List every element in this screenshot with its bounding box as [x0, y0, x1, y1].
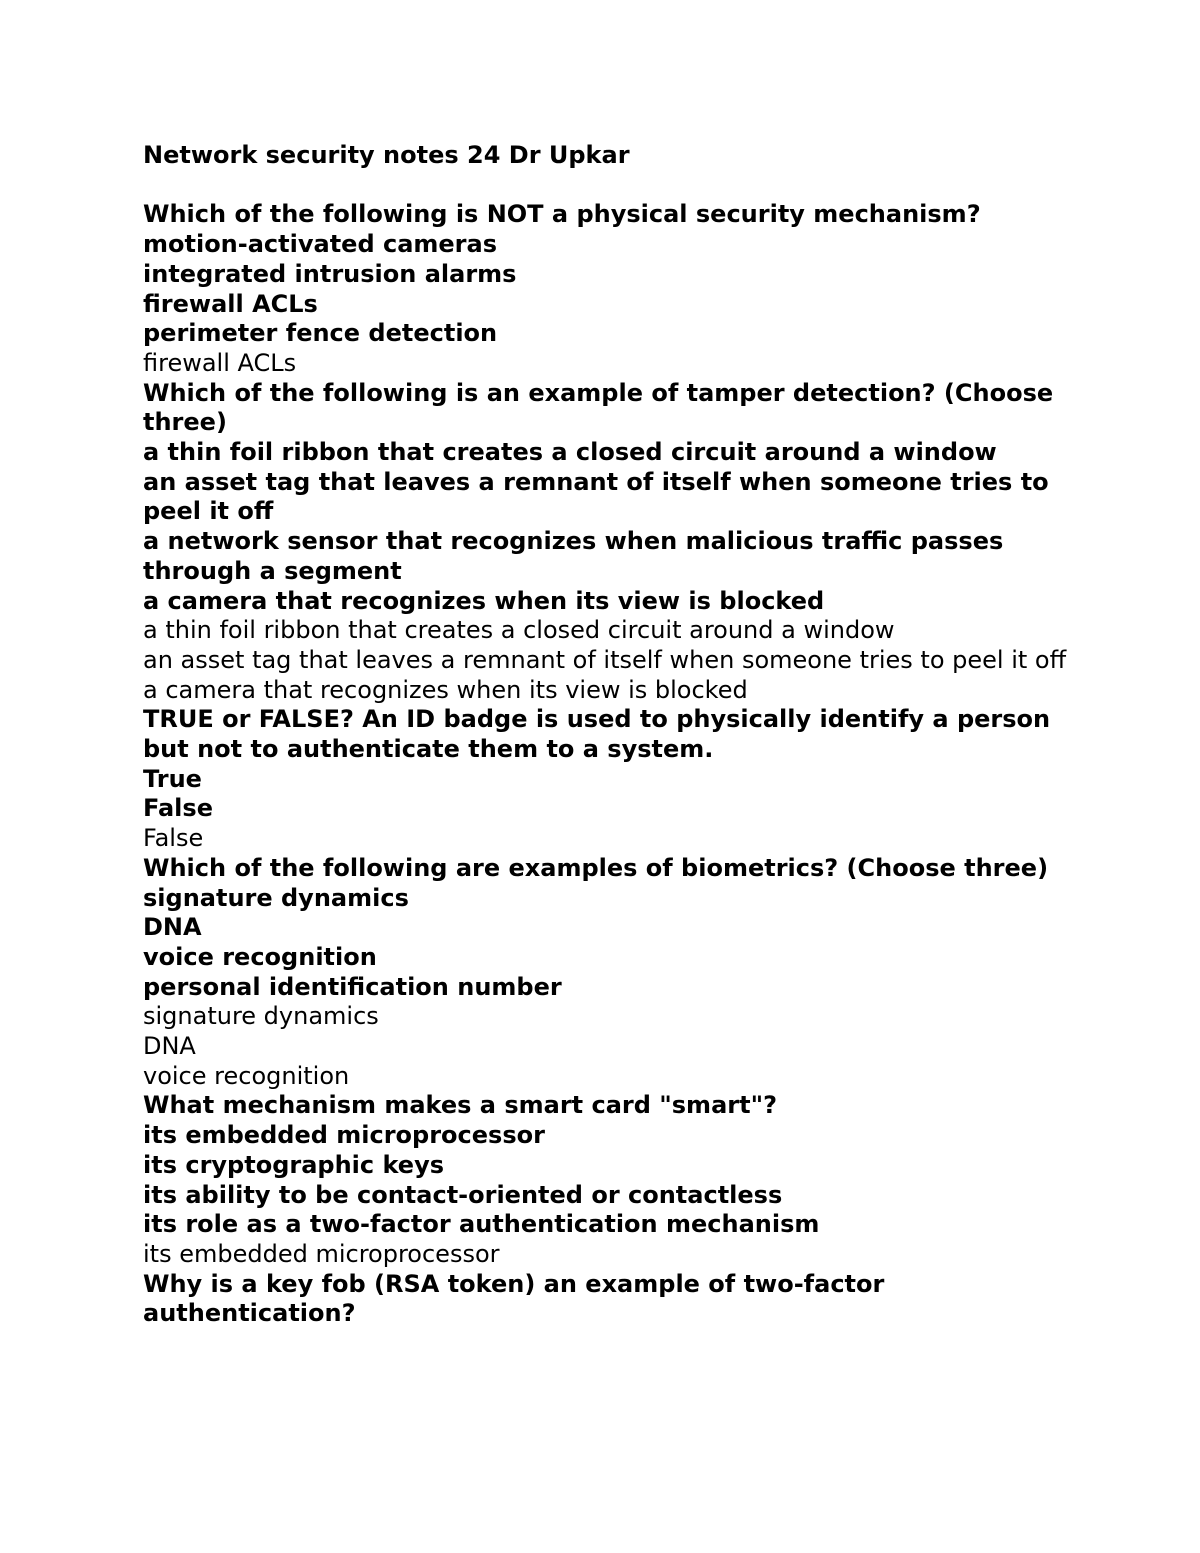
option-text: integrated intrusion alarms — [143, 259, 517, 288]
question-block — [143, 200, 1083, 378]
question-text: TRUE or FALSE? An ID badge is used to physically identify a person but not to authenticate them to a system. — [143, 705, 1051, 764]
question-block — [143, 379, 1083, 706]
question-text: Which of the following is an example of tamper detection? (Choose three) — [143, 378, 1054, 437]
option-text: voice recognition — [143, 942, 377, 971]
option-text: a camera that recognizes when its view is blocked — [143, 586, 825, 615]
question-text: What mechanism makes a smart card "smart"? — [143, 1091, 777, 1120]
option-text: personal identification number — [143, 972, 562, 1001]
answer-text: an asset tag that leaves a remnant of itself when someone tries to peel it off — [143, 645, 1067, 674]
document-title: Network security notes 24 Dr Upkar — [143, 141, 630, 169]
answer-text: voice recognition — [143, 1061, 350, 1090]
option-text: DNA — [143, 913, 202, 942]
question-text: Which of the following is NOT a physical security mechanism? — [143, 200, 981, 229]
question-block — [143, 705, 1083, 854]
answer-text: signature dynamics — [143, 1002, 379, 1031]
question-text: Why is a key fob (RSA token) an example of two-factor authentication? — [143, 1269, 885, 1328]
option-text: firewall ACLs — [143, 289, 318, 318]
answer-text: a camera that recognizes when its view is blocked — [143, 675, 748, 704]
option-text: motion-activated cameras — [143, 230, 497, 259]
option-text: True — [143, 764, 202, 793]
answer-text: a thin foil ribbon that creates a closed circuit around a window — [143, 616, 895, 645]
option-text: signature dynamics — [143, 883, 409, 912]
question-text: Which of the following are examples of biometrics? (Choose three) — [143, 853, 1049, 882]
question-block — [143, 854, 1083, 1092]
document-page — [143, 141, 1083, 1329]
answer-text: DNA — [143, 1032, 196, 1061]
answer-text: False — [143, 824, 204, 853]
question-block — [143, 1270, 1083, 1329]
answer-text: its embedded microprocessor — [143, 1240, 500, 1268]
answer-text: firewall ACLs — [143, 348, 297, 377]
question-block — [143, 1091, 1083, 1269]
option-text: its cryptographic keys — [143, 1150, 444, 1179]
option-text: a thin foil ribbon that creates a closed circuit around a window — [143, 438, 997, 467]
option-text: its ability to be contact-oriented or contactless — [143, 1180, 783, 1209]
option-text: False — [143, 794, 213, 823]
option-text: its embedded microprocessor — [143, 1121, 545, 1150]
option-text: a network sensor that recognizes when malicious traffic passes through a segment — [143, 527, 1004, 585]
option-text: its role as a two-factor authentication mechanism — [143, 1210, 820, 1239]
option-text: perimeter fence detection — [143, 319, 498, 348]
option-text: an asset tag that leaves a remnant of itself when someone tries to peel it off — [143, 467, 1049, 526]
spacer — [143, 171, 1083, 201]
